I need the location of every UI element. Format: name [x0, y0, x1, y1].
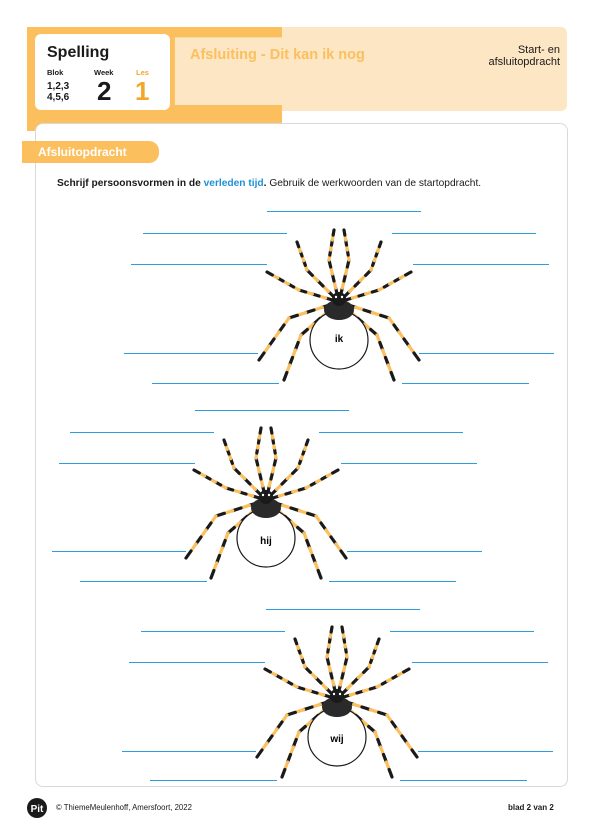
answer-line[interactable] — [390, 631, 534, 632]
lesson-type — [455, 44, 560, 68]
answer-line[interactable] — [267, 211, 421, 212]
copyright: © ThiemeMeulenhoff, Amersfoort, 2022 — [56, 803, 192, 812]
answer-line[interactable] — [412, 662, 548, 663]
answer-line[interactable] — [150, 780, 277, 781]
answer-line[interactable] — [141, 631, 285, 632]
answer-line[interactable] — [266, 609, 420, 610]
instruction-part2: . — [263, 178, 267, 189]
answer-line[interactable] — [341, 463, 477, 464]
week-value: 2 — [97, 76, 112, 106]
instruction-highlight: verleden tijd — [203, 178, 264, 189]
spider-illustration-hij — [260, 498, 272, 547]
answer-line[interactable] — [413, 264, 549, 265]
answer-line[interactable] — [402, 383, 529, 384]
answer-line[interactable] — [195, 410, 349, 411]
answer-line[interactable] — [70, 432, 214, 433]
instruction-part3: Gebruik de werkwoorden van de startopdracht. — [266, 178, 482, 189]
les-value: 1 — [135, 76, 150, 106]
spider-pronoun-ik: ik — [334, 334, 344, 345]
spider-illustration-wij — [330, 697, 344, 745]
instruction — [57, 178, 481, 189]
les-label: Les — [136, 68, 149, 77]
section-title: Afsluitopdracht — [38, 145, 127, 159]
answer-line[interactable] — [59, 463, 195, 464]
instruction-part1: Schrijf persoonsvormen in de — [57, 178, 204, 189]
answer-line[interactable] — [129, 662, 265, 663]
lesson-type-line2: afsluitopdracht — [488, 56, 560, 68]
page-number: blad 2 van 2 — [508, 803, 554, 812]
answer-line[interactable] — [419, 353, 554, 354]
pit-logo-icon — [26, 796, 48, 820]
answer-line[interactable] — [347, 551, 482, 552]
answer-line[interactable] — [418, 751, 553, 752]
answer-line[interactable] — [122, 751, 256, 752]
spider-pronoun-hij: hij — [260, 536, 272, 547]
answer-line[interactable] — [319, 432, 463, 433]
week-label: Week — [94, 68, 114, 77]
answer-line[interactable] — [400, 780, 527, 781]
spider-illustration-ik — [334, 300, 344, 345]
answer-line[interactable] — [131, 264, 267, 265]
answer-line[interactable] — [143, 233, 287, 234]
lesson-type-line1: Start- en — [517, 44, 560, 56]
blok-value-line2: 4,5,6 — [47, 92, 70, 103]
answer-line[interactable] — [329, 581, 456, 582]
answer-line[interactable] — [80, 581, 207, 582]
lesson-title: Afsluiting - Dit kan ik nog — [190, 47, 365, 63]
spider-pronoun-wij: wij — [330, 734, 344, 745]
blok-value — [47, 81, 69, 103]
answer-line[interactable] — [152, 383, 279, 384]
svg-text:Pit: Pit — [30, 804, 44, 815]
blok-value-line1: 1,2,3 — [47, 81, 70, 92]
answer-line[interactable] — [392, 233, 536, 234]
answer-line[interactable] — [52, 551, 186, 552]
subject-title: Spelling — [47, 44, 110, 61]
blok-label: Blok — [47, 68, 64, 77]
answer-line[interactable] — [124, 353, 258, 354]
